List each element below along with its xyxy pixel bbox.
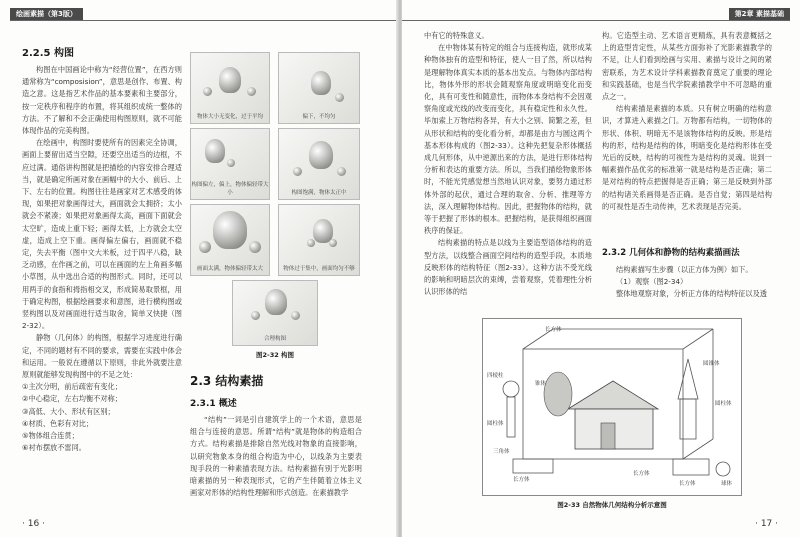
cuboid-shape — [673, 459, 709, 475]
paragraph: 静物（几何体）的构图，根据学习进度进行确定，不同的题材有不同的要求，需要在实践中体会和运用。一般说在遵循以下原则，非此外就要注意原则就能够发现构图中的不足之处： — [22, 333, 182, 380]
diagram-label: 长方体 — [679, 481, 696, 487]
left-text-column — [22, 64, 182, 455]
list-item: ①主次分明，前后疏密有变化； — [22, 382, 122, 392]
list-item: ⑥衬布摆放不雷同。 — [22, 443, 86, 453]
fruit-illustration — [337, 167, 346, 176]
list-item: ②中心稳定，左右均衡不对称； — [22, 394, 122, 404]
paragraph: 结构素描的特点是以线为主要造型语体结构的造型方法，以线整合画面空间结构的造型手段，本质地反映形体的结构特征（图2-33）。这种方法不受光线的影响和明暗层次的束缚，尝着观察，凭着理性分析认识形体的结 — [424, 238, 592, 297]
page-number: · 17 · — [755, 519, 778, 529]
section-title-composition: 2.2.5 构图 — [22, 48, 74, 59]
fruit-illustration — [249, 241, 261, 253]
sphere-shape — [503, 381, 519, 397]
paragraph: 构。它造型主动、艺术语言更精炼，具有表意概括之上的造型肯定性，从某些方面弥补了光影素描教学的不足，让人们看到绘画与实用、素描与设计之间的紧密联系，为艺术设计学科素描教育奠定了重要的理论和实践基础，也是当代学院素描教学中不可忽略的重点之一。 — [602, 31, 772, 102]
paragraph: 中有它的特殊意义。 — [424, 31, 489, 40]
paragraph: 在中物体某有特定的组合与连接构造，就形成某种物体独有的造型和特征，使人一目了然，所以结构是理解物体真实本质的基本出发点。与物体内部结构比，物体外形的形状会随观察角度或明暗变化而变化，具有可变性和随意性，而物体本身结构不会因观察角度或光线的改变而变化，具有稳定性和永久性。毕加索上万物结构各异，有大小之别、简繁之差，但从形状和结构的变化看分析，却都是由方与圆这两个基本形体构成的（图2-33）。这种先把复杂形体概括成几何形体，从中逆源出来的方法，是进行形体结构分析和表达的重要方法。所以，当我们描绘物象形体时，不能光凭感觉想当然地认识对象，要努力通过形体外部的起伏，通过合理的取舍、分析、推理等方法，深入理解物体结构。因此，把握物体的结构，就等于把握了形体的根本。把握结构，是获得组织画面秩序的保证。 — [424, 43, 592, 236]
step-heading: （1）观察（图2-34） — [616, 277, 688, 287]
overview-text — [190, 414, 362, 499]
composition-thumb — [190, 128, 270, 200]
cone-shape — [678, 359, 698, 399]
right-page — [402, 0, 800, 537]
left-running-header: 绘画素描（第3版） — [10, 8, 83, 20]
composition-thumb — [278, 52, 360, 124]
paragraph: 在绘画中，构图时要使所有的因素完全协调，画面上要留出适当空隙，还要空出适当的边框，不应过满。通俗讲构图就是把描绘的内容安排合理适当，就是确定所画对象在画幅中的大小、前后、上下、左右的位置。构图往往是画家对艺术感受的体现，如果把对象画得过大，画面就会太拥挤；太小就会不紧凑；如果把对象画得太高，画面下面就会太空旷，造成上重下轻；画得太低，上方就会太空虚，造成上空下重。画得偏左偏右，画面就不稳定，失去平衡（图中文大米板，过于四平八稳，缺乏动感，在作画之前，可以在画面的左上角画多幅小草图，从中选出合适的构图形式。同时，还可以用两手的食指和拇指相交叉，形成简易取景框，用于确定构图，根据绘画要求和意图，进行横构图或竖构图以及对画面进行适当取舍，简单又快捷（图2-32）。 — [22, 138, 182, 331]
composition-thumb — [278, 128, 360, 200]
vase-illustration — [219, 67, 241, 93]
diagram-label: 长方体 — [513, 477, 530, 483]
thumb-caption: 物体大小无变化，过于平均 — [196, 114, 263, 120]
right-text-column-2 — [602, 30, 772, 213]
fruit-illustration — [203, 87, 212, 96]
roof-shape — [568, 381, 658, 409]
diagram-label: 圆锥体 — [703, 361, 720, 367]
geometric-structure-sketch — [483, 319, 741, 495]
paragraph: 构图在中国画论中称为“经营位置”，在西方则通常称为“composision”，意思是创作、布置、构造之意。这是指艺术作品的基本要素和主要部分，按一定秩序和程序的布置，将其组织成统一整体的方法。不了解和不会正确使用构图原则，就不可能体现作品的完美构图。 — [22, 65, 182, 136]
diagram-label: 圆柱体 — [715, 401, 732, 407]
composition-thumb — [190, 52, 270, 124]
vase-illustration — [205, 139, 225, 163]
left-page — [0, 0, 398, 537]
thumb-caption: 物体过于集中，画面均匀不够 — [283, 266, 355, 272]
thumb-caption: 合理构图 — [263, 336, 286, 342]
cuboid-shape — [513, 459, 553, 473]
diagram-label: 四棱柱 — [487, 373, 504, 379]
paragraph: 整体地观察对象，分析正方体的结构特征以及透 — [616, 289, 767, 299]
diagram-label: 球体 — [721, 481, 733, 487]
tree-shape — [544, 372, 572, 416]
thumb-caption: 构图偏左，偏上，物体偏轻带大小 — [191, 182, 269, 196]
vase-illustration — [265, 289, 287, 315]
fruit-illustration — [293, 167, 302, 176]
vase-illustration — [311, 71, 331, 95]
composition-thumb — [278, 204, 360, 276]
list-item: ③高低、大小、形状有区别； — [22, 406, 115, 416]
composition-thumb — [232, 280, 318, 346]
page-number: · 16 · — [22, 519, 45, 529]
diagram-label: 长方体 — [633, 471, 650, 477]
vase-illustration — [309, 141, 333, 169]
diagram-label: 锥体 — [535, 381, 547, 387]
composition-thumb — [190, 204, 270, 276]
paragraph: 结构素描写生步骤（以正方体为例）如下。 — [616, 265, 753, 274]
list-item: ④材质、色彩有对比； — [22, 418, 94, 428]
fruit-illustration — [251, 311, 260, 320]
thumb-caption: 画面太满，物体偏轻带太大 — [196, 266, 263, 272]
thumb-caption: 偏下，不均匀 — [302, 114, 336, 120]
fruit-illustration — [329, 239, 337, 247]
section-title-structural-sketch: 2.3 结构素描 — [190, 374, 264, 388]
paragraph: “结构”一词是引自建筑学上的一个术语，意思是组合与连接的意思。所谓“结构”就是物体的构造组合方式。结构素描是排除自然光线对物象的直接影响，以研究物象本身的组合构造为中心，以线条为主要表现手段的一种素描表现方法。结构素描有别于光影明暗素描的另一种表现形式，它的产生伴随着立体主义画家对形体的结构性理解和形式创造。在素描教学 — [190, 415, 362, 498]
fruit-illustration — [291, 311, 300, 320]
right-text-column-1 — [424, 30, 592, 298]
fruit-illustration — [307, 239, 315, 247]
right-running-header: 第2章 素描基础 — [729, 8, 790, 20]
fruit-illustration — [335, 93, 344, 102]
right-header-rule — [402, 20, 790, 21]
thumb-caption: 构图饱满，物体太正中 — [291, 190, 347, 196]
cylinder-shape — [680, 399, 696, 439]
diagram-label: 圆柱体 — [487, 421, 504, 427]
left-header-rule — [10, 20, 398, 21]
paragraph: 结构素描是素描的本质。只有树立明确的结构意识，才算进入素描之门。万物都有结构，一切物体的形状、体积、明暗无不是该物体结构的反映。形是结构的形，结构是结构的体，明暗变化是结构形体在受光后的反映，结构的可视性为是结构的灵魂。说到一幅素描作品优劣的标准第一就是结构是否正确；第二是对结构的特点把握得是否正确；第三是反映到外部的结构诸关系画得是否正确。是否自觉；第四是结构的可视性是否生动传神，艺术表现是否完美。 — [602, 104, 772, 211]
fruit-illustration — [247, 87, 256, 96]
sphere-shape — [716, 462, 730, 476]
fruit-illustration — [227, 159, 235, 167]
diagram-label: 长方体 — [545, 327, 562, 333]
subsection-title-overview: 2.3.1 概述 — [190, 399, 237, 409]
list-item: ⑤物体组合连贯； — [22, 431, 79, 441]
figure-caption: 图2-33 自然物体几何结构分析示意图 — [557, 501, 667, 509]
vase-illustration — [213, 211, 247, 249]
steps-text — [602, 264, 772, 301]
fruit-illustration — [199, 241, 211, 253]
pillar-shape — [507, 397, 515, 437]
figure-caption: 图2-32 构图 — [255, 351, 295, 359]
door — [601, 423, 615, 449]
diagram-label: 三角体 — [493, 449, 510, 455]
figure-2-33-diagram — [482, 318, 742, 496]
subsection-title-geometric: 2.3.2 几何体和静物的结构素描画法 — [602, 248, 740, 258]
